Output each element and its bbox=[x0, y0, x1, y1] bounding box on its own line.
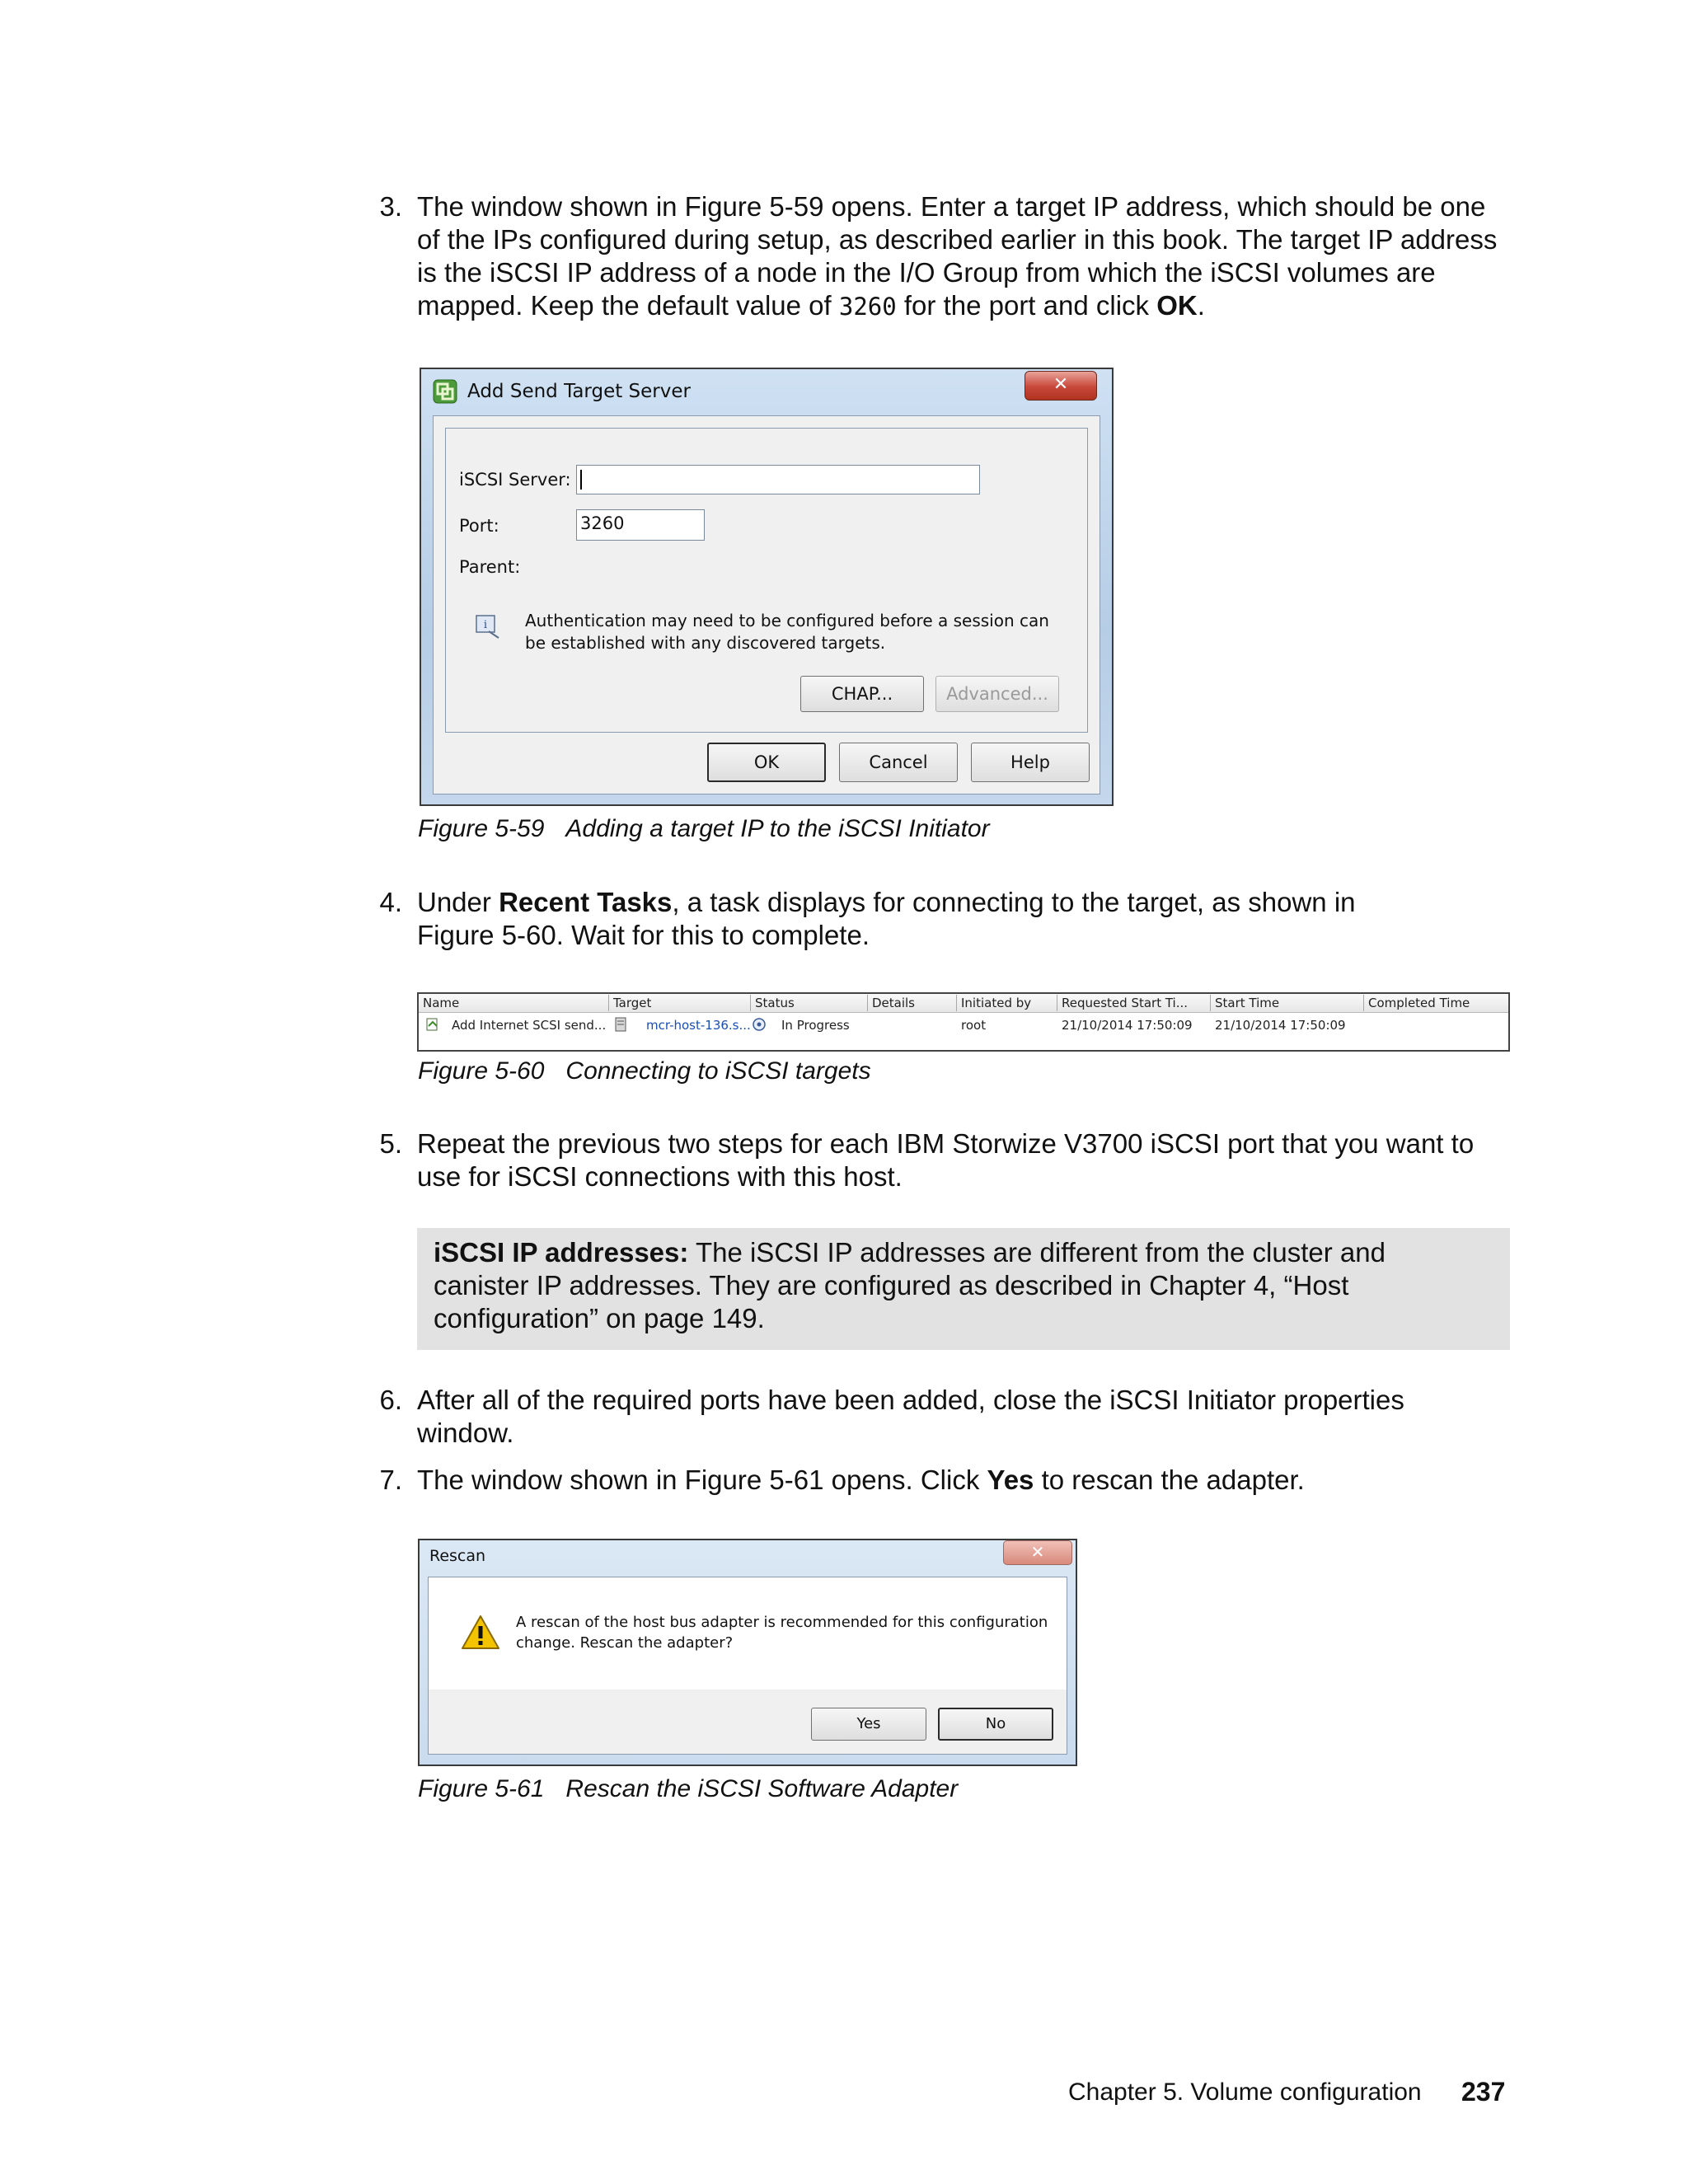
step-3-line bbox=[417, 289, 1522, 323]
footer-chapter: Chapter 5. Volume configuration bbox=[1068, 2079, 1422, 2106]
iscsi-server-input[interactable] bbox=[576, 465, 980, 494]
port-input[interactable]: 3260 bbox=[576, 509, 705, 541]
step-5-line: Repeat the previous two steps for each IBM Storwize V3700 iSCSI port that you want to bbox=[417, 1128, 1475, 1159]
step-5-text bbox=[417, 1127, 1522, 1193]
caption-label: Figure 5-61 bbox=[418, 1775, 545, 1802]
figure-5-59-caption bbox=[418, 814, 990, 844]
recent-tasks-table bbox=[417, 992, 1510, 1052]
note-heading: iSCSI IP addresses: bbox=[434, 1237, 689, 1268]
close-button[interactable]: ✕ bbox=[1003, 1540, 1072, 1565]
step-3-line: of the IPs configured during setup, as described earlier in this book. The target IP address bbox=[417, 224, 1498, 255]
step-4-text bbox=[417, 886, 1522, 952]
step-7-line bbox=[417, 1464, 1522, 1497]
help-button[interactable]: Help bbox=[971, 743, 1090, 782]
column-header-status[interactable]: Status bbox=[750, 995, 867, 1011]
column-header-target[interactable]: Target bbox=[608, 995, 750, 1011]
step-3-text bbox=[417, 190, 1522, 323]
figure-5-61-caption bbox=[418, 1774, 958, 1804]
column-header-completed-time[interactable]: Completed Time bbox=[1363, 995, 1508, 1011]
step-4-text-part: Under bbox=[417, 887, 499, 917]
note-line: configuration” on page 149. bbox=[434, 1303, 765, 1333]
add-send-target-server-dialog bbox=[420, 368, 1114, 806]
step-6-number: 6. bbox=[379, 1385, 402, 1415]
task-requested-start-cell: 21/10/2014 17:50:09 bbox=[1062, 1018, 1193, 1033]
step-3-text-part: mapped. Keep the default value of bbox=[417, 290, 839, 321]
note-text-part: The iSCSI IP addresses are different from the cluster and bbox=[688, 1237, 1386, 1268]
task-start-time-cell: 21/10/2014 17:50:09 bbox=[1215, 1018, 1346, 1033]
parent-label: Parent: bbox=[459, 557, 521, 577]
chap-button[interactable]: CHAP... bbox=[800, 676, 924, 712]
close-button[interactable]: ✕ bbox=[1025, 371, 1097, 401]
caption-label: Figure 5-59 bbox=[418, 815, 545, 842]
figure-5-60-caption bbox=[418, 1057, 871, 1086]
task-name-cell: Add Internet SCSI send... bbox=[452, 1018, 607, 1033]
table-header bbox=[419, 994, 1508, 1013]
caption-text: Rescan the iSCSI Software Adapter bbox=[565, 1775, 959, 1802]
task-target-link[interactable]: mcr-host-136.s... bbox=[646, 1018, 751, 1033]
host-icon bbox=[615, 1017, 626, 1032]
dialog-title: Add Send Target Server bbox=[467, 381, 691, 402]
step-3-line: The window shown in Figure 5-59 opens. Enter a target IP address, which should be one bbox=[417, 191, 1486, 222]
caption-text: Adding a target IP to the iSCSI Initiator bbox=[565, 815, 990, 842]
task-initiated-by-cell: root bbox=[961, 1018, 987, 1033]
step-6-text bbox=[417, 1384, 1522, 1450]
note-text bbox=[434, 1236, 1497, 1335]
task-icon bbox=[425, 1016, 442, 1033]
step-4-line bbox=[417, 886, 1522, 919]
column-header-start-time[interactable]: Start Time bbox=[1210, 995, 1363, 1011]
column-header-name[interactable]: Name bbox=[423, 996, 460, 1010]
step-6-line: window. bbox=[417, 1418, 514, 1448]
step-7-number: 7. bbox=[379, 1465, 402, 1495]
step-4-text-part: , a task displays for connecting to the target, as shown in bbox=[672, 887, 1356, 917]
info-line: Authentication may need to be configured before a session can bbox=[525, 611, 1049, 630]
note-line: canister IP addresses. They are configured as described in Chapter 4, “Host bbox=[434, 1270, 1349, 1301]
caption-text: Connecting to iSCSI targets bbox=[565, 1057, 871, 1085]
column-header-requested-start[interactable]: Requested Start Ti... bbox=[1057, 995, 1210, 1011]
cancel-button[interactable]: Cancel bbox=[839, 743, 958, 782]
dialog-body bbox=[428, 1577, 1067, 1755]
settings-group bbox=[445, 428, 1088, 733]
step-3-text-part: for the port and click bbox=[896, 290, 1157, 321]
step-5-line: use for iSCSI connections with this host. bbox=[417, 1161, 903, 1192]
svg-text:i: i bbox=[483, 619, 488, 631]
step-4-line: Figure 5-60. Wait for this to complete. bbox=[417, 920, 870, 950]
yes-emphasis: Yes bbox=[987, 1465, 1034, 1495]
message-line: change. Rescan the adapter? bbox=[516, 1634, 734, 1652]
step-7-text-part: to rescan the adapter. bbox=[1034, 1465, 1305, 1495]
iscsi-server-label: iSCSI Server: bbox=[459, 470, 571, 490]
ok-button[interactable]: OK bbox=[707, 743, 826, 782]
port-label: Port: bbox=[459, 516, 499, 536]
in-progress-icon bbox=[752, 1017, 767, 1032]
column-header-initiated-by[interactable]: Initiated by bbox=[956, 995, 1057, 1011]
authentication-info-text bbox=[525, 610, 1049, 654]
dialog-body bbox=[433, 415, 1100, 794]
advanced-button[interactable]: Advanced... bbox=[935, 676, 1059, 712]
app-icon bbox=[433, 379, 457, 404]
step-4-number: 4. bbox=[379, 887, 402, 917]
step-3-number: 3. bbox=[379, 191, 402, 222]
task-status-cell: In Progress bbox=[781, 1018, 850, 1033]
warning-icon bbox=[460, 1614, 501, 1652]
default-port-code: 3260 bbox=[838, 293, 897, 321]
step-7-text bbox=[417, 1464, 1522, 1497]
note-line bbox=[434, 1236, 1497, 1269]
column-header-details[interactable]: Details bbox=[867, 995, 956, 1011]
message-area bbox=[429, 1577, 1067, 1690]
yes-button[interactable]: Yes bbox=[811, 1708, 926, 1741]
page-number: 237 bbox=[1461, 2077, 1506, 2107]
recent-tasks-emphasis: Recent Tasks bbox=[499, 887, 673, 917]
step-3-text-part: . bbox=[1197, 290, 1205, 321]
caption-label: Figure 5-60 bbox=[418, 1057, 545, 1085]
dialog-title: Rescan bbox=[429, 1547, 486, 1565]
rescan-message bbox=[516, 1612, 1048, 1653]
rescan-dialog bbox=[418, 1539, 1077, 1766]
step-5-number: 5. bbox=[379, 1128, 402, 1159]
no-button[interactable]: No bbox=[938, 1708, 1053, 1741]
info-icon bbox=[474, 613, 502, 641]
message-line: A rescan of the host bus adapter is recommended for this configuration bbox=[516, 1614, 1048, 1631]
step-6-line: After all of the required ports have been added, close the iSCSI Initiator properties bbox=[417, 1385, 1404, 1415]
text-cursor bbox=[580, 470, 582, 490]
info-line: be established with any discovered targets. bbox=[525, 633, 886, 653]
iscsi-ip-addresses-note bbox=[417, 1228, 1510, 1350]
step-7-text-part: The window shown in Figure 5-61 opens. Click bbox=[417, 1465, 987, 1495]
step-3-line: is the iSCSI IP address of a node in the I/O Group from which the iSCSI volumes are bbox=[417, 257, 1436, 288]
ok-emphasis: OK bbox=[1156, 290, 1198, 321]
